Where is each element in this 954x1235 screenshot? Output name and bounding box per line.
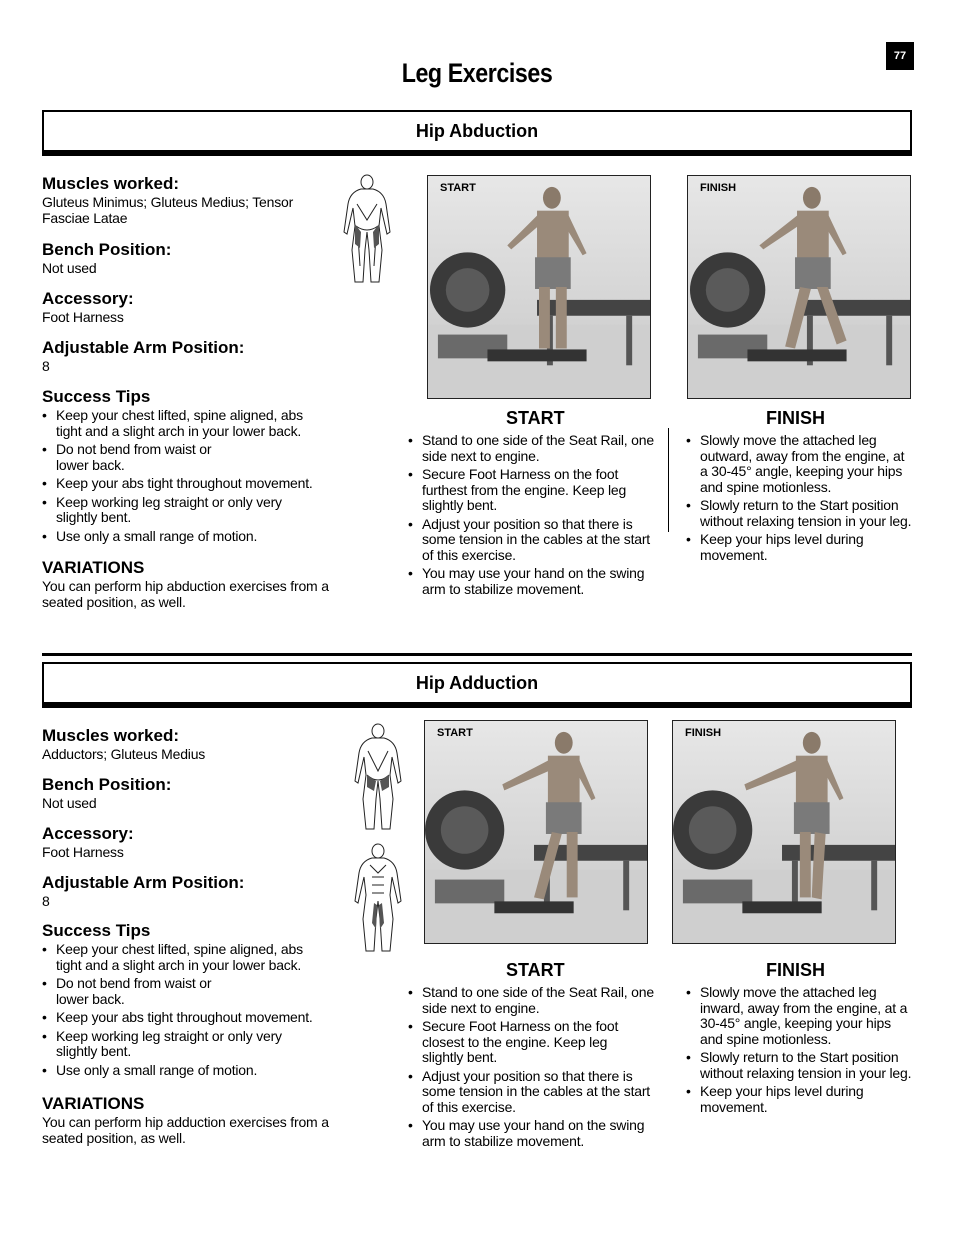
section-hip-abduction xyxy=(42,110,912,630)
list-item: • Stand to one side of the Seat Rail, one side next to engine. xyxy=(408,433,658,464)
list-item: • Keep your abs tight throughout movement. xyxy=(42,1010,332,1026)
finish-heading: FINISH xyxy=(766,960,826,980)
arm-position-label: Adjustable Arm Position: xyxy=(42,338,245,357)
list-item: • Slowly return to the Start position without relaxing tension in your leg. xyxy=(686,498,914,529)
list-item: • Keep your abs tight throughout movement. xyxy=(42,476,332,492)
anatomy-figure-front-icon xyxy=(352,843,404,955)
list-item: • Adjust your position so that there is some tension in the cables at the start of this exercise. xyxy=(408,1069,653,1116)
success-tips-list xyxy=(42,942,332,1078)
photo-tag: START xyxy=(440,182,476,194)
muscles-label: Muscles worked: xyxy=(42,726,179,745)
section-heading: Hip Abduction xyxy=(42,110,912,156)
list-item: • Slowly move the attached leg outward, away from the engine, at a 30-45° angle, keeping your hips and spine motionless. xyxy=(686,433,914,495)
list-item: • Secure Foot Harness on the foot furthest from the engine. Keep leg slightly bent. xyxy=(408,467,658,514)
list-item: • Keep working leg straight or only very slightly bent. xyxy=(42,1029,312,1060)
photo-finish xyxy=(672,720,896,944)
finish-list xyxy=(686,985,914,1118)
list-item: • Keep your hips level during movement. xyxy=(686,532,886,563)
success-tips-label: Success Tips xyxy=(42,387,151,406)
page-number: 77 xyxy=(886,42,914,70)
arm-position-value: 8 xyxy=(42,358,50,374)
list-item: • Do not bend from waist or lower back. xyxy=(42,976,232,1007)
arm-position-label: Adjustable Arm Position: xyxy=(42,873,245,892)
list-item: • Slowly return to the Start position without relaxing tension in your leg. xyxy=(686,1050,914,1081)
success-tips-label: Success Tips xyxy=(42,921,151,940)
list-item: • Slowly move the attached leg inward, away from the engine, at a 30-45° angle, keeping your hips and spine motionless. xyxy=(686,985,914,1047)
accessory-label: Accessory: xyxy=(42,289,134,308)
anatomy-figure-back-icon xyxy=(352,723,404,833)
list-item: • Do not bend from waist or lower back. xyxy=(42,442,232,473)
section-heading: Hip Adduction xyxy=(42,662,912,708)
photo-start xyxy=(424,720,648,944)
muscles-value: Adductors; Gluteus Medius xyxy=(42,746,206,762)
start-heading: START xyxy=(506,408,565,428)
list-item: • Keep your chest lifted, spine aligned, abs tight and a slight arch in your lower back. xyxy=(42,942,332,973)
accessory-value: Foot Harness xyxy=(42,309,124,325)
variations-label: VARIATIONS xyxy=(42,1094,145,1113)
list-item: • Keep your hips level during movement. xyxy=(686,1084,886,1115)
photo-start xyxy=(427,175,651,399)
photo-finish xyxy=(687,175,911,399)
bench-value: Not used xyxy=(42,260,97,276)
anatomy-figure-icon xyxy=(338,174,396,286)
muscles-label: Muscles worked: xyxy=(42,174,179,193)
photo-tag: START xyxy=(437,727,473,739)
start-list xyxy=(408,985,658,1152)
column-divider xyxy=(668,428,669,532)
accessory-label: Accessory: xyxy=(42,824,134,843)
finish-heading: FINISH xyxy=(766,408,826,428)
photo-tag: FINISH xyxy=(685,727,722,739)
start-heading: START xyxy=(506,960,565,980)
muscles-value: Gluteus Minimus; Gluteus Medius; Tensor Fasciae Latae xyxy=(42,194,294,226)
list-item: • You may use your hand on the swing arm to stabilize movement. xyxy=(408,1118,658,1149)
list-item: • Stand to one side of the Seat Rail, one side next to engine. xyxy=(408,985,658,1016)
variations-value: You can perform hip abduction exercises from a seated position, as well. xyxy=(42,578,329,610)
list-item: • Keep working leg straight or only very slightly bent. xyxy=(42,495,312,526)
bench-label: Bench Position: xyxy=(42,775,172,794)
bench-label: Bench Position: xyxy=(42,240,172,259)
section-hip-adduction xyxy=(42,653,912,1173)
success-tips-list xyxy=(42,408,332,544)
list-item: • Secure Foot Harness on the foot closest to the engine. Keep leg slightly bent. xyxy=(408,1019,628,1066)
arm-position-value: 8 xyxy=(42,893,50,909)
section-divider xyxy=(42,653,912,656)
bench-value: Not used xyxy=(42,795,97,811)
list-item: • Use only a small range of motion. xyxy=(42,529,332,545)
start-list xyxy=(408,433,658,600)
accessory-value: Foot Harness xyxy=(42,844,124,860)
variations-value: You can perform hip adduction exercises from a seated position, as well. xyxy=(42,1114,329,1146)
photo-tag: FINISH xyxy=(700,182,737,194)
finish-list xyxy=(686,433,914,566)
list-item: • Use only a small range of motion. xyxy=(42,1063,332,1079)
variations-label: VARIATIONS xyxy=(42,558,145,577)
list-item: • Keep your chest lifted, spine aligned, abs tight and a slight arch in your lower back. xyxy=(42,408,332,439)
list-item: • Adjust your position so that there is some tension in the cables at the start of this exercise. xyxy=(408,517,653,564)
page-title: Leg Exercises xyxy=(401,58,553,88)
list-item: • You may use your hand on the swing arm to stabilize movement. xyxy=(408,566,658,597)
